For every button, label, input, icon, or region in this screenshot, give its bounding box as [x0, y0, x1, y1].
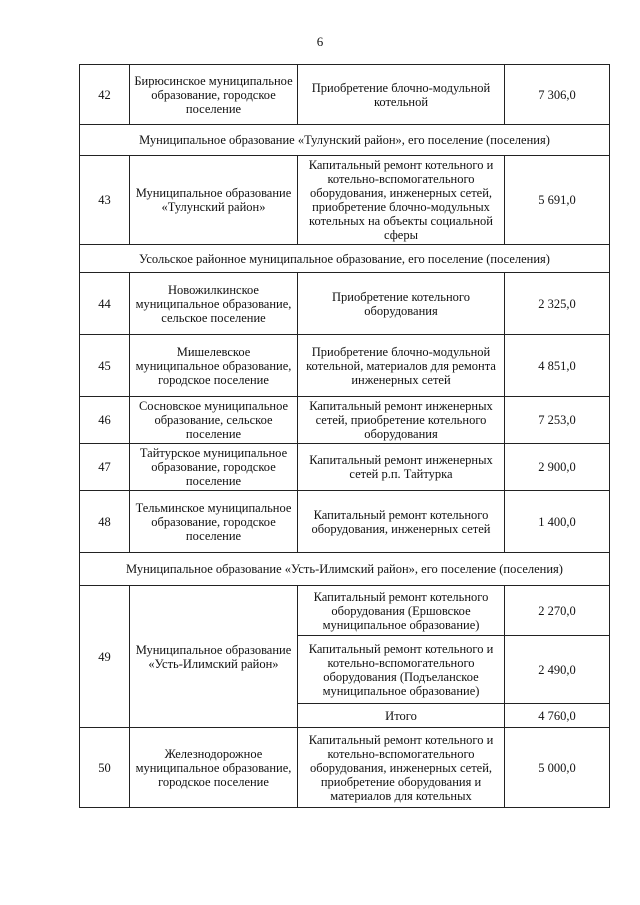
measure-description: Приобретение котельного оборудования [298, 273, 505, 335]
measure-description: Приобретение блочно-модульной котельной [298, 65, 505, 125]
table-row [80, 586, 610, 636]
section-heading: Усольское районное муниципальное образование, его поселение (поселения) [80, 245, 610, 273]
table-row [80, 65, 610, 125]
measure-description: Капитальный ремонт котельного и котельно-вспомогательного оборудования, инженерных сетей, приобретение блочно-модульных котельных на объекты социальной сферы [298, 156, 505, 245]
measure-description: Капитальный ремонт котельного оборудования, инженерных сетей [298, 491, 505, 553]
row-number: 45 [80, 335, 130, 397]
measure-description: Капитальный ремонт котельного оборудования (Ершовское муниципальное образование) [298, 586, 505, 636]
amount-value: 5 000,0 [505, 728, 610, 808]
amount-value: 5 691,0 [505, 156, 610, 245]
amount-value: 2 325,0 [505, 273, 610, 335]
measure-description: Капитальный ремонт инженерных сетей, приобретение котельного оборудования [298, 397, 505, 444]
amount-value: 1 400,0 [505, 491, 610, 553]
row-number: 47 [80, 444, 130, 491]
measure-description: Капитальный ремонт котельного и котельно-вспомогательного оборудования (Подъеланское муниципальное образование) [298, 636, 505, 704]
page-number: 6 [316, 34, 324, 49]
table-row [80, 728, 610, 808]
municipality-name: Муниципальное образование «Тулунский район» [130, 156, 298, 245]
row-number: 42 [80, 65, 130, 125]
row-number: 46 [80, 397, 130, 444]
municipality-name: Сосновское муниципальное образование, сельское поселение [130, 397, 298, 444]
measure-description: Приобретение блочно-модульной котельной, материалов для ремонта инженерных сетей [298, 335, 505, 397]
section-row [80, 245, 610, 273]
table-row [80, 156, 610, 245]
row-number: 49 [80, 586, 130, 728]
section-heading: Муниципальное образование «Тулунский район», его поселение (поселения) [80, 125, 610, 156]
row-number: 48 [80, 491, 130, 553]
municipality-name: Тайтурское муниципальное образование, городское поселение [130, 444, 298, 491]
section-heading: Муниципальное образование «Усть-Илимский район», его поселение (поселения) [80, 553, 610, 586]
municipality-name: Железнодорожное муниципальное образование, городское поселение [130, 728, 298, 808]
amount-value: 4 851,0 [505, 335, 610, 397]
municipality-name: Бирюсинское муниципальное образование, городское поселение [130, 65, 298, 125]
section-row [80, 125, 610, 156]
municipality-name: Муниципальное образование «Усть-Илимский район» [130, 586, 298, 728]
table-row [80, 491, 610, 553]
row-number: 43 [80, 156, 130, 245]
municipality-name: Мишелевское муниципальное образование, городское поселение [130, 335, 298, 397]
amount-value: 2 490,0 [505, 636, 610, 704]
amount-value: 2 270,0 [505, 586, 610, 636]
financing-table [79, 64, 610, 808]
municipality-name: Новожилкинское муниципальное образование, сельское поселение [130, 273, 298, 335]
row-number: 50 [80, 728, 130, 808]
total-label: Итого [298, 704, 505, 728]
total-amount: 4 760,0 [505, 704, 610, 728]
table-row [80, 335, 610, 397]
table-row [80, 397, 610, 444]
table-row [80, 444, 610, 491]
row-number: 44 [80, 273, 130, 335]
municipality-name: Тельминское муниципальное образование, городское поселение [130, 491, 298, 553]
measure-description: Капитальный ремонт инженерных сетей р.п. Тайтурка [298, 444, 505, 491]
amount-value: 7 253,0 [505, 397, 610, 444]
amount-value: 7 306,0 [505, 65, 610, 125]
amount-value: 2 900,0 [505, 444, 610, 491]
section-row [80, 553, 610, 586]
table-row [80, 273, 610, 335]
measure-description: Капитальный ремонт котельного и котельно-вспомогательного оборудования, инженерных сетей, приобретение оборудования и материалов для котельных [298, 728, 505, 808]
